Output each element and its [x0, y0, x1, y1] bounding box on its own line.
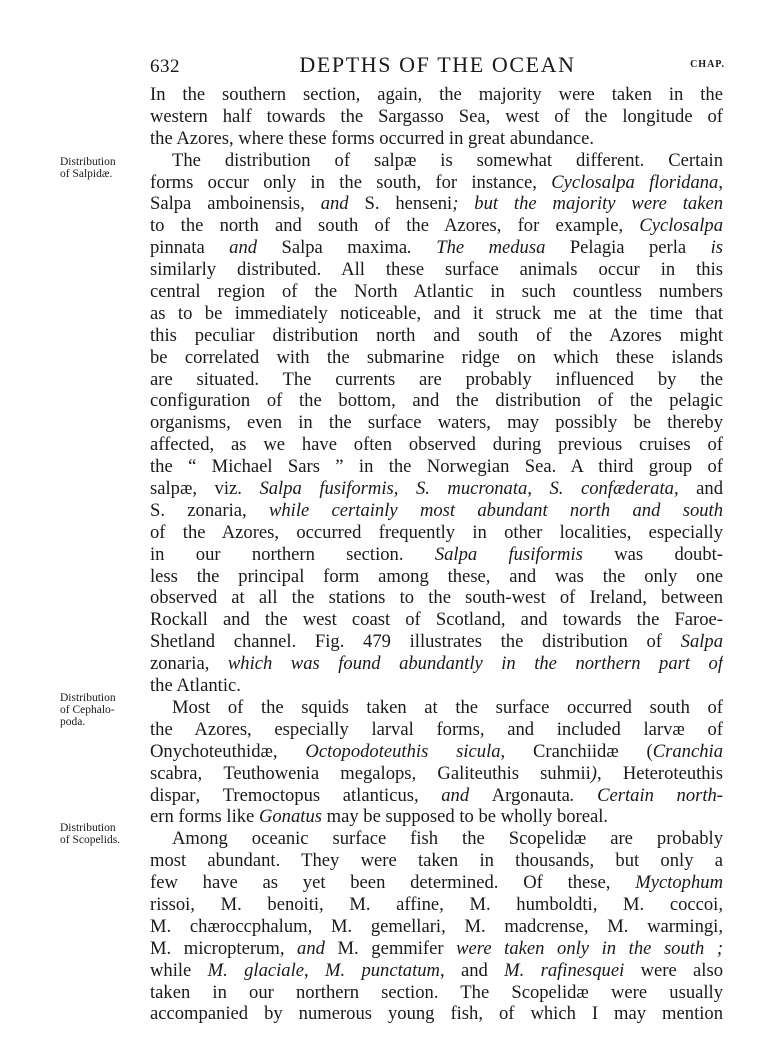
text-line [150, 806, 723, 828]
text-line [150, 828, 723, 850]
sidenote-line: of Salpidæ. [60, 168, 113, 180]
italic-text: , [592, 893, 623, 915]
text-line [150, 390, 723, 412]
text-line [150, 500, 723, 522]
italic-text: , [190, 893, 221, 915]
text-span: are situated. The currents are probably influenced by the [150, 368, 723, 390]
text-span: M. benoiti [220, 893, 320, 915]
text-line [150, 434, 723, 456]
text-span: rissoi [150, 893, 191, 915]
text-span: of the Azores, occurred frequently in other localities, especially [150, 521, 723, 543]
italic-text: , [319, 893, 350, 915]
text-line [150, 193, 723, 215]
italic-text: Gonatus [258, 806, 322, 828]
text-span: , [304, 959, 325, 981]
text-span: The distribution of salpæ is somewhat different. Certain [172, 149, 723, 171]
text-span: most abundant. They were taken in thousands, but only a [150, 850, 723, 872]
text-span: western half towards the Sargasso Sea, west of the longitude of [150, 105, 723, 127]
sidenote-scopelids [60, 822, 146, 846]
text-span: , [393, 478, 416, 500]
text-span: , [527, 478, 550, 500]
text-line [150, 456, 723, 478]
text-line [150, 325, 723, 347]
running-header [150, 48, 725, 80]
text-span: , [718, 171, 723, 193]
text-line [150, 785, 723, 807]
italic-text: is [686, 237, 723, 259]
text-span: pinnata [150, 237, 205, 259]
italic-text: , [197, 762, 224, 784]
italic-text: Myctophum [635, 872, 723, 894]
italic-text: S. confæderata [549, 478, 674, 500]
page-number: 632 [150, 56, 180, 77]
text-span: Salpa maxima [281, 237, 408, 259]
text-span: Rockall and the west coast of Scotland, and towards the Faroe- [150, 609, 723, 631]
text-span: M. micropterum [150, 937, 280, 959]
sidenote-line: Distribution [60, 156, 116, 168]
text-span: Pelagia perla [569, 237, 687, 259]
italic-text: and [204, 237, 282, 259]
text-line [150, 106, 723, 128]
text-span: dispar [150, 784, 196, 806]
italic-text: Salpa [680, 631, 723, 653]
text-line [150, 544, 723, 566]
text-span: Teuthowenia megalops [223, 762, 412, 784]
text-span: to the north and south of the Azores, for example, [150, 215, 640, 237]
text-line [150, 631, 723, 653]
text-span: M. coccoi [623, 893, 719, 915]
sidenote-salpidae [60, 156, 146, 180]
text-span: , and [673, 478, 723, 500]
text-span: S. henseni [364, 193, 453, 215]
text-line [150, 215, 723, 237]
text-line [150, 347, 723, 369]
text-line [150, 609, 723, 631]
text-span: S. zonaria [150, 499, 243, 521]
text-span: were also [624, 959, 723, 981]
sidenote-line: Distribution [60, 692, 116, 704]
text-span: as to be immediately noticeable, and it struck me at the time that [150, 302, 723, 324]
text-span: while [150, 959, 208, 981]
text-span: may be supposed to be wholly boreal. [321, 806, 609, 828]
text-line [150, 172, 723, 194]
text-line [150, 281, 723, 303]
text-span: accompanied by numerous young fish, of which I may mention [150, 1003, 723, 1025]
sidenote-line: of Scopelids. [60, 834, 121, 846]
text-line [150, 741, 723, 763]
italic-text: , which was found abundantly in the northern part of [204, 653, 723, 675]
text-span: M. humboldti [469, 893, 593, 915]
italic-text: Octopodoteuthis sicula [305, 740, 501, 762]
italic-text: Cyclosalpa [639, 215, 723, 237]
text-span: M. madcrense [464, 915, 584, 937]
text-line [150, 916, 723, 938]
text-line [150, 478, 723, 500]
chapter-label: CHAP. [690, 59, 725, 70]
sidenote-cephalopoda [60, 692, 146, 728]
italic-text: , [307, 915, 331, 937]
running-title: DEPTHS OF THE OCEAN [299, 52, 576, 77]
text-line [150, 938, 723, 960]
text-span: Argonauta [491, 784, 570, 806]
italic-text: ), [590, 762, 623, 784]
text-span: In the southern section, again, the majority were taken in the [150, 84, 723, 105]
text-span: salpæ, viz. [150, 478, 260, 500]
italic-text: . The medusa [407, 237, 570, 259]
italic-text: Salpa fusiformis [434, 543, 583, 565]
italic-text: , and [279, 937, 338, 959]
text-line [150, 566, 723, 588]
text-span: M. chæroccphalum [150, 915, 308, 937]
text-span: the Atlantic. [150, 675, 241, 697]
text-line [150, 237, 723, 259]
italic-text: Salpa fusiformis [259, 478, 394, 500]
italic-text: , [195, 784, 223, 806]
text-span: configuration of the bottom, and the distribution of the pelagic [150, 390, 723, 412]
text-span: organisms, even in the surface waters, may possibly be thereby [150, 412, 723, 434]
text-line [150, 150, 723, 172]
italic-text: M. rafinesquei [504, 959, 625, 981]
text-line [150, 412, 723, 434]
italic-text: Cyclosalpa floridana [551, 171, 719, 193]
italic-text: , and [414, 784, 492, 806]
text-span: Shetland channel. Fig. 479 illustrates the distribution of [150, 631, 681, 653]
text-span: this peculiar distribution north and south of the Azores might [150, 324, 723, 346]
italic-text: , [439, 893, 470, 915]
text-line [150, 850, 723, 872]
text-span: taken in our northern section. The Scopelidæ were usually [150, 981, 723, 1003]
text-span: Galiteuthis suhmii [437, 762, 591, 784]
text-span: was doubt- [582, 543, 723, 565]
text-span: , and [439, 959, 505, 981]
text-span: in our northern section. [150, 543, 435, 565]
italic-text: , [718, 893, 723, 915]
text-span: M. gemmifer [337, 937, 444, 959]
italic-text: S. mucronata [415, 478, 528, 500]
text-span: the “ Michael Sars ” in the Norwegian Sea. A third group of [150, 456, 723, 478]
italic-text: , while certainly most abundant north and south [242, 499, 723, 521]
italic-text: , [718, 915, 723, 937]
sidenote-line: poda. [60, 716, 86, 728]
text-span: Tremoctopus atlanticus [222, 784, 414, 806]
text-span: , Cranchiidæ ( [500, 740, 653, 762]
text-line [150, 697, 723, 719]
text-line [150, 982, 723, 1004]
text-span: similarly distributed. All these surface animals occur in this [150, 259, 723, 281]
text-span: Most of the squids taken at the surface occurred south of [172, 696, 723, 718]
text-line [150, 894, 723, 916]
text-span: central region of the North Atlantic in such countless numbers [150, 281, 723, 303]
italic-text: ; but the majority were taken [452, 193, 723, 215]
text-line [150, 369, 723, 391]
text-line [150, 960, 723, 982]
text-line [150, 1003, 723, 1025]
text-span: scabra [150, 762, 198, 784]
italic-text: were taken only in the south ; [443, 937, 723, 959]
text-span: the Azores, where these forms occurred in great abundance. [150, 127, 594, 149]
italic-text: , [583, 915, 608, 937]
sidenote-line: Distribution [60, 822, 116, 834]
text-span: zonaria [150, 653, 205, 675]
text-span: few have as yet been determined. Of these, [150, 872, 636, 894]
text-span: forms occur only in the south, for instance, [150, 171, 552, 193]
text-line [150, 719, 723, 741]
text-line [150, 675, 723, 697]
text-line [150, 84, 723, 106]
text-line [150, 763, 723, 785]
text-span: the Azores, especially larval forms, and included larvæ of [150, 718, 723, 740]
text-span: be correlated with the submarine ridge on which these islands [150, 346, 723, 368]
italic-text: Cranchia [652, 740, 723, 762]
sidenote-line: of Cephalo- [60, 704, 115, 716]
text-span: less the principal form among these, and was the only one [150, 565, 723, 587]
italic-text: . Certain north- [569, 784, 723, 806]
text-line [150, 303, 723, 325]
text-line [150, 522, 723, 544]
italic-text: M. punctatum [325, 959, 440, 981]
text-span: M. gemellari [330, 915, 442, 937]
text-line [150, 587, 723, 609]
italic-text: , [441, 915, 465, 937]
text-line [150, 259, 723, 281]
text-span: Heteroteuthis [622, 762, 723, 784]
text-span: Among oceanic surface fish the Scopelidæ are probably [172, 828, 723, 850]
text-span: observed at all the stations to the south-west of Ireland, between [150, 587, 723, 609]
italic-text: , [411, 762, 438, 784]
text-line [150, 128, 723, 150]
text-span: ern forms like [150, 806, 259, 828]
text-span: Salpa amboinensis [150, 193, 301, 215]
italic-text: M. glaciale [207, 959, 305, 981]
text-span: Onychoteuthidæ, [150, 740, 306, 762]
text-line [150, 872, 723, 894]
text-span: affected, as we have often observed during previous cruises of [150, 434, 723, 456]
text-line [150, 653, 723, 675]
body-text [150, 84, 723, 1025]
text-span: M. warmingi [607, 915, 719, 937]
text-span: M. affine [349, 893, 440, 915]
italic-text: , and [300, 193, 365, 215]
